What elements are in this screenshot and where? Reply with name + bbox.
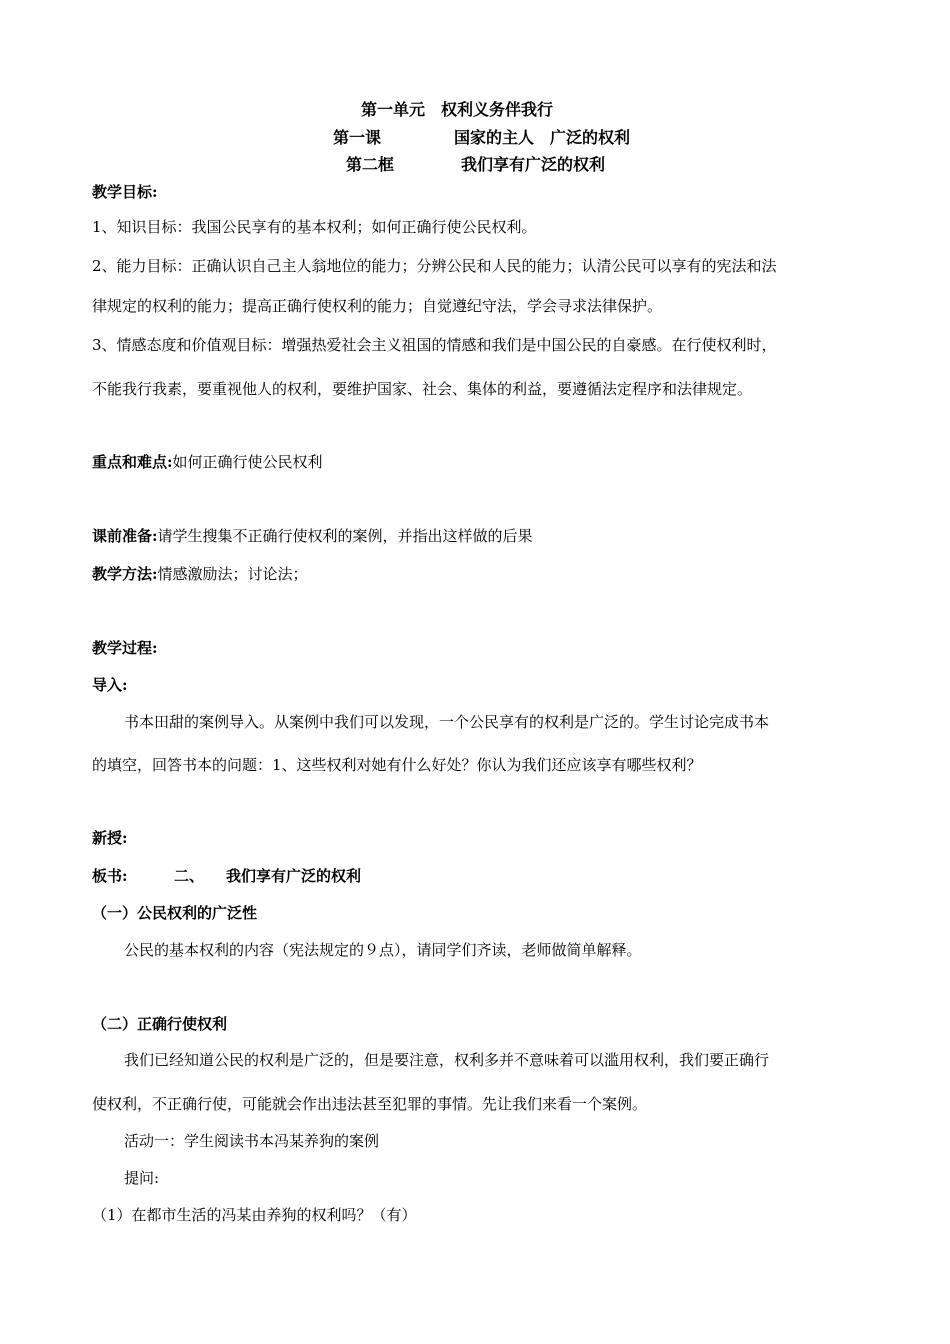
section1-title: （一）公民权利的广泛性 <box>92 904 258 922</box>
intro-line2: 的填空，回答书本的问题：1、这些权利对她有什么好处？你认为我们还应该享有哪些权利？ <box>92 756 702 774</box>
objective-ability-line2: 律规定的权利的能力；提高正确行使权利的能力；自觉遵纪守法，学会寻求法律保护。 <box>92 297 663 315</box>
section2-line2: 使权利，不正确行使，可能就会作出违法甚至犯罪的事情。先让我们来看一个案例。 <box>92 1095 648 1113</box>
preparation-text: 请学生搜集不正确行使权利的案例，并指出这样做的后果 <box>157 527 533 545</box>
section1-text: 公民的基本权利的内容（宪法规定的９点），请同学们齐读，老师做简单解释。 <box>124 941 642 959</box>
objective-knowledge: 1、知识目标：我国公民享有的基本权利；如何正确行使公民权利。 <box>92 218 537 236</box>
key-points-label: 重点和难点: <box>92 453 173 471</box>
new-lesson-label: 新授: <box>92 829 128 847</box>
section2-title: （二）正确行使权利 <box>92 1015 228 1033</box>
activity1: 活动一：学生阅读书本冯某养狗的案例 <box>124 1132 380 1150</box>
lesson-title: 国家的主人 广泛的权利 <box>454 128 631 147</box>
objective-emotion-line2: 不能我行我素，要重视他人的权利，要维护国家、社会、集体的利益，要遵循法定程序和法律规定。 <box>92 380 753 398</box>
board-title: 我们享有广泛的权利 <box>226 867 362 885</box>
process-heading: 教学过程: <box>92 639 158 657</box>
objective-emotion-line1: 3、情感态度和价值观目标：增强热爱社会主义祖国的情感和我们是中国公民的自豪感。在行使权利时， <box>92 336 777 354</box>
section-title: 我们享有广泛的权利 <box>461 155 606 174</box>
preparation <box>92 527 533 545</box>
section-label: 第二框 <box>346 155 395 174</box>
methods-label: 教学方法: <box>92 565 158 583</box>
board-number: 二、 <box>174 867 205 885</box>
key-points-text: 如何正确行使公民权利 <box>172 453 323 471</box>
board-label: 板书: <box>92 867 128 885</box>
methods <box>92 565 308 583</box>
objective-ability-line1: 2、能力目标：正确认识自己主人翁地位的能力；分辨公民和人民的能力；认清公民可以享有的宪法和法 <box>92 257 777 275</box>
intro-label: 导入: <box>92 676 128 694</box>
objectives-heading: 教学目标: <box>92 183 158 201</box>
lesson-label: 第一课 <box>333 128 382 147</box>
question1: （1）在都市生活的冯某由养狗的权利吗？（有） <box>92 1206 417 1224</box>
question-label: 提问: <box>124 1169 160 1187</box>
preparation-label: 课前准备: <box>92 527 158 545</box>
intro-line1: 书本田甜的案例导入。从案例中我们可以发现，一个公民享有的权利是广泛的。学生讨论完成书本 <box>124 713 770 731</box>
unit-title: 第一单元 权利义务伴我行 <box>361 100 554 119</box>
section2-line1: 我们已经知道公民的权利是广泛的，但是要注意，权利多并不意味着可以滥用权利，我们要正确行 <box>124 1051 770 1069</box>
key-points <box>92 453 323 471</box>
methods-text: 情感激励法；讨论法； <box>157 565 308 583</box>
